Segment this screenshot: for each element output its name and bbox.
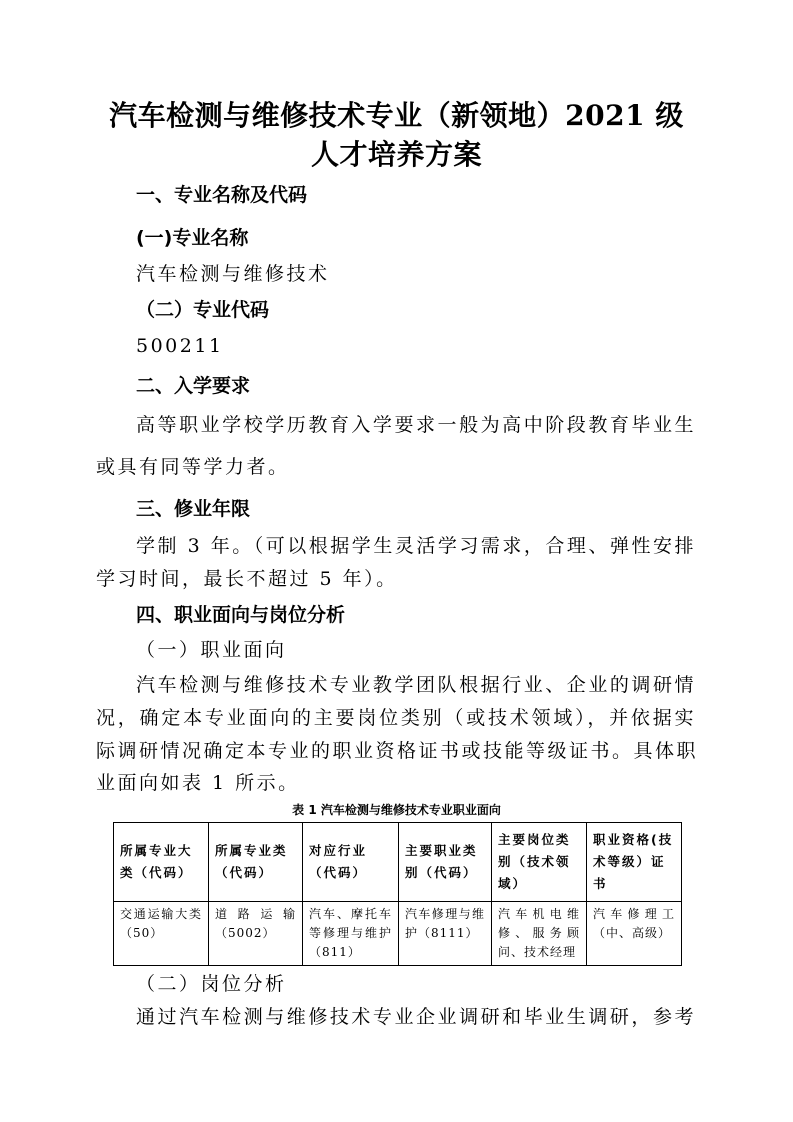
table-cell: 汽车修理工（中、高级） [587, 902, 682, 966]
subheading-career-orientation: （一）职业面向 [136, 639, 287, 661]
section-heading-name-code: 一、专业名称及代码 [136, 184, 308, 206]
duration-text-line-1: 学制 3 年。（可以根据学生灵活学习需求，合理、弹性安排 [136, 535, 696, 557]
table-cell: 汽车修理与维护（8111） [399, 902, 492, 966]
header-cell: 对应行业（代码） [303, 823, 399, 902]
section-heading-admission: 二、入学要求 [136, 375, 251, 397]
position-analysis-line-1: 通过汽车检测与维修技术专业企业调研和毕业生调研，参考 [136, 1006, 696, 1028]
table-row [114, 902, 682, 966]
table-header-row [114, 823, 682, 902]
career-orientation-table [113, 822, 682, 966]
career-paragraph-line-2: 况，确定本专业面向的主要岗位类别（或技术领域），并依据实 [96, 707, 696, 729]
major-name-text: 汽车检测与维修技术 [136, 263, 330, 285]
section-heading-duration: 三、修业年限 [136, 498, 251, 520]
career-paragraph-line-3: 际调研情况确定本专业的职业资格证书或技能等级证书。具体职 [96, 740, 699, 762]
subheading-position-analysis: （二）岗位分析 [136, 973, 287, 995]
duration-text-line-2: 学习时间，最长不超过 5 年）。 [96, 568, 398, 590]
table-cell: 道 路 运 输（5002） [209, 902, 303, 966]
career-paragraph-line-4: 业面向如表 1 所示。 [96, 772, 300, 794]
section-heading-career: 四、职业面向与岗位分析 [136, 604, 346, 626]
header-cell: 主要岗位类别（技术领域） [492, 823, 587, 902]
career-paragraph-line-1: 汽车检测与维修技术专业教学团队根据行业、企业的调研情 [136, 674, 696, 696]
header-cell: 所属专业类（代码） [209, 823, 303, 902]
admission-text-line-2: 或具有同等学力者。 [96, 456, 290, 478]
table-caption: 表 1 汽车检测与维修技术专业职业面向 [292, 803, 501, 817]
document-title-line-2: 人才培养方案 [310, 138, 482, 171]
table-cell: 汽车机电维修、服务顾问、技术经理 [492, 902, 587, 966]
subheading-major-name: (一)专业名称 [136, 227, 249, 249]
major-code-text: 500211 [136, 335, 224, 357]
header-cell: 职业资格(技术等级）证书 [587, 823, 682, 902]
table-cell: 交通运输大类（50） [114, 902, 209, 966]
subheading-major-code: （二）专业代码 [136, 299, 270, 321]
header-cell: 所属专业大类（代码） [114, 823, 209, 902]
header-cell: 主要职业类别（代码） [399, 823, 492, 902]
table-cell: 汽车、摩托车等修理与维护（811） [303, 902, 399, 966]
document-title-line-1: 汽车检测与维修技术专业（新领地）2021 级 [109, 99, 684, 132]
admission-text-line-1: 高等职业学校学历教育入学要求一般为高中阶段教育毕业生 [136, 414, 696, 436]
